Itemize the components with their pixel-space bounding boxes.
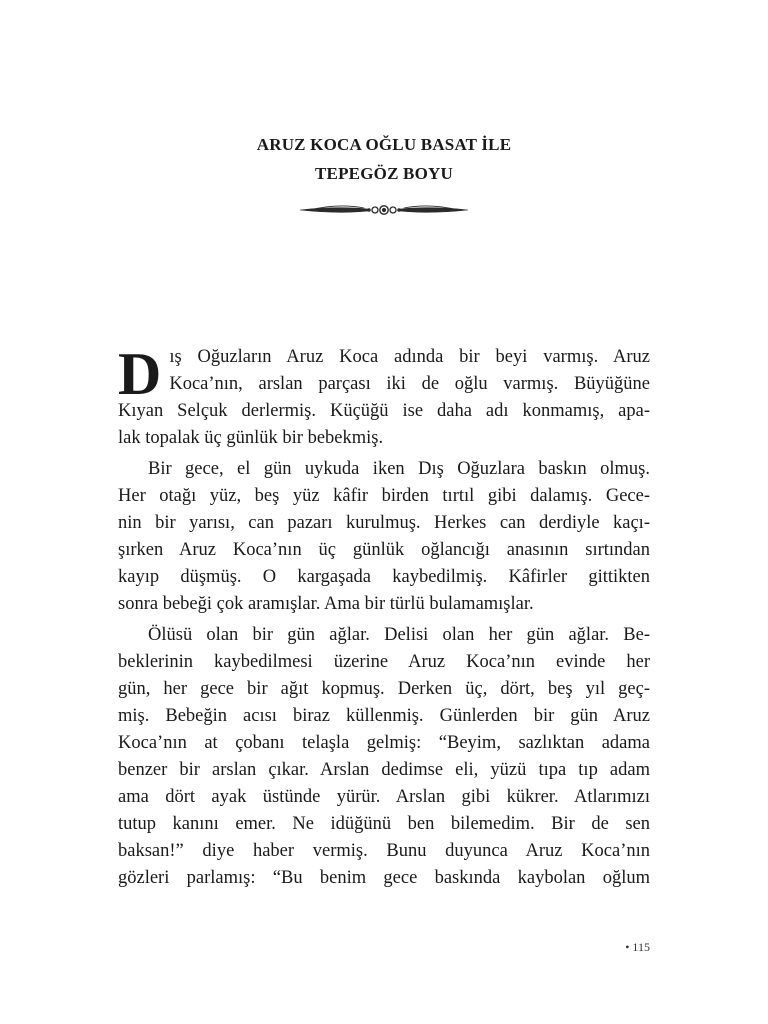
page-number: • 115 <box>625 940 650 954</box>
chapter-title-line-1: ARUZ KOCA OĞLU BASAT İLE <box>256 135 512 154</box>
text-line: nin bir yarısı, can pazarı kurulmuş. Herkes can derdiyle kaçı- <box>118 513 650 533</box>
text-line: Her otağı yüz, beş yüz kâfir birden tırtıl gibi dalamış. Gece- <box>118 486 650 506</box>
text-line: şırken Aruz Koca’nın üç günlük oğlancığı anasının sırtından <box>118 540 650 560</box>
text-line: Ölüsü olan bir gün ağlar. Delisi olan her gün ağlar. Be- <box>148 625 650 645</box>
text-line: lak topalak üç günlük bir bebekmiş. <box>118 428 384 448</box>
chapter-body <box>118 341 650 892</box>
paragraph-3 <box>118 622 650 892</box>
drop-cap: D <box>118 341 162 407</box>
chapter-title-line-2: TEPEGÖZ BOYU <box>315 164 453 183</box>
text-line: tutup kanını emer. Ne idüğünü ben bilemedim. Bir de sen <box>118 814 650 834</box>
text-line: ama dört ayak üstünde yürür. Arslan gibi kükrer. Atlarımızı <box>118 787 650 807</box>
text-line: Bir gece, el gün uykuda iken Dış Oğuzlara baskın olmuş. <box>148 459 650 479</box>
text-line: baksan!” diye haber vermiş. Bunu duyunca Aruz Koca’nın <box>118 841 650 861</box>
text-line: gözleri parlamış: “Bu benim gece baskında kaybolan oğlum <box>118 868 650 888</box>
chapter-title <box>0 130 768 188</box>
text-line: miş. Bebeğin acısı biraz küllenmiş. Günlerden bir gün Aruz <box>118 706 650 726</box>
text-line: benzer bir arslan çıkar. Arslan dedimse eli, yüzü tıpa tıp adam <box>118 760 650 780</box>
text-line: Koca’nın at çobanı telaşla gelmiş: “Beyim, sazlıktan adama <box>118 733 650 753</box>
text-line: ış Oğuzların Aruz Koca adında bir beyi varmış. Aruz <box>169 347 650 367</box>
paragraph-1 <box>118 341 650 452</box>
text-line: beklerinin kaybedilmesi üzerine Aruz Koca’nın evinde her <box>118 652 650 672</box>
text-line: Koca’nın, arslan parçası iki de oğlu varmış. Büyüğüne <box>169 374 650 394</box>
text-line: kayıp düşmüş. O kargaşada kaybedilmiş. Kâfirler gittikten <box>118 567 650 587</box>
paragraph-2 <box>118 456 650 618</box>
text-line: gün, her gece bir ağıt kopmuş. Derken üç, dört, beş yıl geç- <box>118 679 650 699</box>
text-line: Kıyan Selçuk derlermiş. Küçüğü ise daha adı konmamış, apa- <box>118 401 650 421</box>
decorative-divider-icon <box>298 200 470 220</box>
text-line: sonra bebeği çok aramışlar. Ama bir türlü bulamamışlar. <box>118 594 534 614</box>
